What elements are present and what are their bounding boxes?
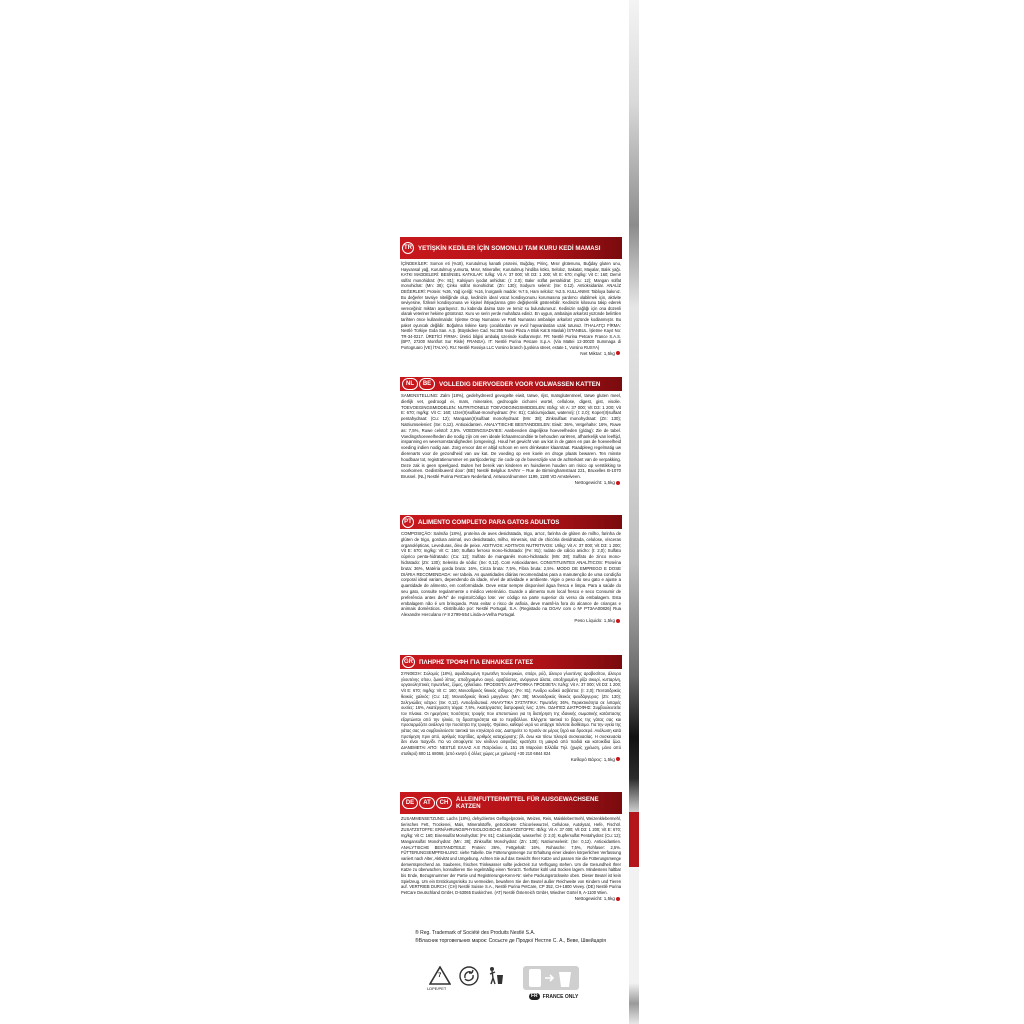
recycling-icons <box>425 966 625 1006</box>
section-title: ALLEINFUTTERMITTEL FÜR AUSGEWACHSENE KATZEN <box>456 796 599 810</box>
section-title: VOLLEDIG DIERVOEDER VOOR VOLWASSEN KATTEN <box>439 380 601 388</box>
country-badge-at: AT <box>419 797 435 809</box>
estimated-sign-icon <box>616 757 620 761</box>
section-body: ΣΥΝΘΕΣΗ: Σολομός (18%), αφυδατωμένη πρωτεΐνη πουλερικών, σιτάρι, ρύζι, άλευρο γλουτένης αραβοσίτου, άλευρο γλουτένης σίτου, ζωικό λίπος, αποξηραμένο αυγό, αραβόσιτος, ανόργανα άλατα, αποξηραμένη ρίζα σικορί, κυτταρίνη, οργανοληπτικές πρωτεΐνες, ζύμες, ιχθυέλαιο. ΠΡΟΣΘΕΤΑ: ΔΙΑΤΡΟΦΙΚΑ ΠΡΟΣΘΕΤΑ: IU/kg: Vit A: 37 000; Vit D3: 1 200; Vit E: 670; mg/kg: Vit C: 160; Μονοϋδρικός θειικός σίδηρος: (Fe: 81); Άνυδρο ιωδικό ασβέστιο: (I: 2,0); Πενταϋδρικός θειικός χαλκός: (Cu: 12); Μονοϋδρικός θειικό μαγγάνιο: (Mn: 38); Μονοϋδρικός θειικός ψευδάργυρος: (Zn: 130); Σεληνιώδες νάτριο: (Se: 0,12). Αντιοξειδωτικά. ΑΝΑΛΥΤΙΚΑ ΣΥΣΤΑΤΙΚΑ: Πρωτεΐνη: 36%, Περιεκτικότητα σε λιπαρές ουσίες: 16%, Ακατέργαστη τέφρα: 7,5%, Ακατέργαστες διατροφικές ίνες: 2,5%. ΟΔΗΓΙΕΣ ΔΙΑΤΡΟΦΗΣ: Συμβουλευτείτε τον πίνακα. Οι ημερήσιες ποσότητες τροφής που αποτυπώνει για τη διατήρηση της ιδανικής σωματικής κατάστασης εξαρτώνται από την ηλικία, τη δραστηριότητα και το περιβάλλον. Ελέγχετε τακτικά το βάρος της γάτας σας και προσαρμόζετε ανάλογα την ποσότητα της τροφής. Φρέσκο, καθαρό νερό να υπάρχει πάντοτε διαθέσιμο. Για την υγεία της γάτας σας να συμβουλεύεστε τακτικά τον κτηνίατρό σας. Διατηρείτε το προϊόν σε μέρος ξηρό και δροσερό. Ανάλωση κατά προτίμηση πριν από, αριθμός παρτίδας, αριθμός καταχώρισης: βλ. άνω και πίσω πλευρά συσκευασίας. Η συσκευασία δεν είναι παιχνίδι. Για να αποφύγετε τον κίνδυνο ασφυξίας κρατήστε τη μακριά από παιδιά και κατοικίδια ζώα. ΔΙΑΝΕΜΕΤΑΙ ΑΠΟ: NESTLÉ ΕΛΛΑΣ Α.Ε Πατρόκλου 4, 151 25 Μαρούσι Ελλάδα Τηλ. (χωρίς χρέωση, μόνο από σταθερό) 800 11 68068, (από κινητό ή άλλες χώρες με χρέωση) +30 210 6844 824 <box>401 671 621 756</box>
resin-code: 7 <box>438 973 442 979</box>
section-title: ΠΛΗΡΗΣ ΤΡΟΦΗ ΓΙΑ ΕΝΗΛΙΚΕΣ ΓΑΤΕΣ <box>419 658 534 666</box>
registered-mark-icon: ® <box>415 938 419 944</box>
section-header <box>400 377 622 391</box>
trademark-line-2: ®Власник торговельних марок: Сосьєте де Продюї Нестле С. А., Веве, Швейцарія <box>415 938 606 944</box>
package-side-red-block <box>629 812 639 867</box>
france-only-note <box>529 993 578 1000</box>
section-header <box>400 237 622 259</box>
section-tr <box>400 237 622 357</box>
section-header <box>400 792 622 814</box>
estimated-sign-icon <box>616 351 620 355</box>
section-nl-be <box>400 377 622 486</box>
section-title: ALIMENTO COMPLETO PARA GATOS ADULTOS <box>418 518 560 526</box>
estimated-sign-icon <box>616 619 620 623</box>
country-badge-ch: CH <box>436 797 452 809</box>
registered-mark-icon: ® <box>415 930 419 936</box>
section-body: COMPOSIÇÃO: Salmão (18%), proteína de aves desidratada, trigo, arroz, farinha de glúten de milho, farinha de glúten de trigo, gordura animal, ovo desidratado, milho, minerais, raiz de chicória desidratada, celulose, vísceras organolépticas, Leveduras, óleo de peixe. ADITIVOS: ADITIVOS NUTRITIVOS: UI/kg: Vit A: 37 000; Vit D3: 1 200; Vit E: 670; mg/kg: Vit C: 160; Sulfato ferroso mono-hidratado: (Fe: 81); Iodato de cálcio anidro: (I: 2,0); Sulfato cúprico penta-hidratado: (Cu: 12); Sulfato de manganês mono-hidratado: (Mn: 38); Sulfato de zinco mono-hidratado: (Zn: 130); Selenito de sódio: (Se: 0,12). Com Antioxidantes. CONSTITUINTES ANALÍTICOS: Proteína bruta: 36%, Matéria gorda bruta: 16%, Cinza bruta: 7,5%, Fibra bruta: 2,5%. MODO DE EMPREGO E DOSE DIÁRIA RECOMENDADA: ver tabela. As quantidades diárias recomendadas para a manutenção de uma condição corporal ideal variam, dependendo da idade, nível de atividade e ambiente. Vigie o peso do seu gato e ajuste a quantidade de alimento, em conformidade. Deve estar sempre disponível água fresca e limpa. Para a saúde do seu gato, consulte regularmente o médico veterinário. Guarde o alimento num local fresco e seco Consumir de preferência antes de/N° de registo/Código lote: ver código na parte superior do verso da embalagem. Esta embalagem não é um brinquedo. Para evitar o risco de asfixia, deve mantê-la fora do alcance de crianças e animais domésticos. -Distribuído por: Nestlé Portugal, S.A. (Registado na DGAV com o Nº PT3AA00826) Rua Alexandre Herculano nº 8 2799-554 Linda-a-Velha Portugal. <box>401 531 621 618</box>
section-title: YETİŞKİN KEDİLER İÇİN SOMONLU TAM KURU KEDİ MAMASI <box>418 244 601 252</box>
section-pt <box>400 515 622 624</box>
section-body: ZUSAMMENSETZUNG: Lachs (18%), dehydriertes Geflügelprotein, Weizen, Reis, Maiskleberrmehl, Weizenklebermehl, tierisches Fett, Trockenei, Mais, Mineralstoffe, getrocknete Chicoréewurzel, Cellulose, Autolysat, Hefe, Fischöl. ZUSATZSTOFFE: ERNÄHRUNGSPHYSIOLOGISCHE ZUSATZSTOFFE: IE/kg: Vit A: 37 000; Vit D3: 1 200; Vit E: 670; mg/kg: Vit C: 160; Eisensulfat Monohydrat: (Fe: 81); Calciumjodat, wasserfrei: (I: 2,0); Kupfersulfat Pentahydrat: (Cu: 12); Mangansulfat Monohydrat: (Mn: 38); Zinksulfat Monohydrat: (Zn: 130); Natriumselenit: (Se: 0,12). Antioxidantien. ANALYTISCHE BESTANDTEILE: Protein: 36%, Fettgehalt: 16%, Rohasche: 7,5%, Rohfaser: 2,5%. FÜTTERUNGSEMPFEHLUNG: siehe Tabelle. Die Fütterungsmenge zur Erhaltung einer idealen körperlichen Verfassung variiert nach Alter, Aktivität und Umgebung. Achten Sie auf das Gewicht Ihrer Katze und passen Sie die Fütterungsmenge dementsprechend an. Sauberes, frisches Trinkwasser sollte jederzeit zur Verfügung stehen. Um die Gesundheit Ihrer Katze zu überwachen, konsultieren Sie regelmäßig einen Tierarzt. Tierfutter kühl und trocken lagern. Mindestens haltbar bis Ende, Bezugsnummer der Partie und Registrierungs-Kenn-Nr: siehe Packungsrückseite oben. Dieser Beutel ist kein Spielzeug. Um ein Erstickungsrisiko zu vermeiden, bewahren Sie den Beutel außer Reichweite von Kindern und Tieren auf. VERTRIEB DURCH: (CH) Nestlé Suisse S.A., Nestlé Purina PetCare, CP 352, CH-1800 Vevey. (DE) Nestlé Purina PetCare Deutschland GmbH, D-53065 Euskirchen. (AT) Nestlé Österreich GmbH, Wiedner Gürtel 9, A-1100 Wien. <box>401 816 621 896</box>
estimated-sign-icon <box>616 481 620 485</box>
region-badge: FR <box>531 993 538 999</box>
section-header <box>400 515 622 529</box>
section-de-at-ch <box>400 792 622 902</box>
tidyman-icon <box>487 966 505 986</box>
country-badge-pt: PT <box>402 516 414 528</box>
net-weight: Net Miktar: 1,5kg <box>400 351 622 357</box>
country-badge-tr: TR <box>402 242 414 254</box>
trademark-line-1: ® Reg. Trademark of Société des Produits Nestlé S.A. <box>415 930 536 936</box>
net-weight: Καθαρό Βάρος: 1,5kg <box>400 757 622 763</box>
net-weight: Nettogewicht: 1,5kg <box>400 480 622 486</box>
region-label: FRANCE ONLY <box>542 993 579 1000</box>
estimated-sign-icon <box>616 897 620 901</box>
section-gr <box>400 655 622 763</box>
triman-icon <box>523 966 579 990</box>
country-badge-be: BE <box>419 378 435 390</box>
country-badge-nl: NL <box>402 378 418 390</box>
section-body: İÇİNDEKİLER: Somon eti (%18), Kurutulmuş kanatlı proteini, Buğday, Pirinç, Mısır glütenunu, Buğday gluten unu, Hayvansal yağ, Kurutulmuş yumurta, Mısır, Mineraller, Kurutulmuş hindiba kökü, Selüloz, Sakatat, Mayalar, Balık yağı. KATKI MADDELERİ: BESİNSEL KATKILAR: IU/kg: Vit A: 37 000; Vit D3: 1 200; Vit E: 670; mg/kg: Vit C: 160; Demir sülfat monohidrat: (Fe: 81); Kalsiyum iyodat anhidrat: (I: 2.0); Bakır sülfat pentahidrat: (Cu: 12); Mangan sülfat monohidrat: (Mn: 38); Çinko sülfat monohidrat: (Zn: 130); Sodyum selenit: (Se: 0.12). Antioksidanlar. ANALİZ DEĞERLERİ: Protein: %36, Yağ içeriği: %16, İnorganik madde: %7.5, Ham selüloz: %2.5. KULLANIMI: Tabloya bakınız. Bu değerler tavsiye niteliğinde olup, kedinizin ideal vücut kondisyonunu korumasına yardımcı olabilmek için, aktivite seviyesine, fiziksel kondisyonuna ve kişisel ihtiyaçlarına göre değişkenlik gösterebilir. Kedinizin kilosunu takip ederek vereceğiniz miktarı ayarlayınız. Su kabında daima taze ve temiz su bulundurunuz. Kedinizin sağlığı için ona düzenli olarak veteriner hekime götürünüz. Kuru ve serin yerde muhafaza ediniz. En uygun, ambalajın arka/üst yüzünde belirtilen tarihten önce kullanılmalıdır. İşletme Onay Numarası ve Parti Numarası ambalajın arka/üst yüzünde kodlanmıştır. Bu paket oyuncak değildir. Boğulma riskine karşı çocuklardan ve evcil hayvanlardan uzak tutunuz. İTHALATÇI FİRMA: Nestlé Türkiye Gıda San. A.Ş. (Büyükdere Cad. No:255 Nurol Plaza A Blok Kat:6 Maslak) İSTANBUL. İşletme Kayıt No: TR-34-0217. ÜRETİCİ FİRMA: Üretici bilgisi ambalaj üzerinde kodlanmıştır. FR: Nestlé Purina Petcare France S.A.S. (BP7, 27200 Montfort Sur Risle) FRANSA). IT: Nestlé Purina Petcare S.p.A. (Via Mattei 12-30020 Summaga di Portogruaro (VE) İTALYA). RU: Nestlé Rossiya LLC Vorsino branch (Lyskina street, estate 1, Vorsino RUSYA) <box>401 261 621 350</box>
resin-label: LDPE/PET <box>427 986 447 991</box>
package-side-strip <box>629 0 639 1024</box>
recycle-arrows-icon <box>459 966 479 986</box>
section-body: SAMENSTELLING: Zalm (18%), gedehydreerd gevogelte eiwit, tarwe, rijst, maïsglutenmeel, tarwe gluten meel, dierlijk vet, gedroogd ei, maïs, mineralen, gedroogde cichorei wortel, cellulose, digest, gist, visolie. TOEVOEGINGSMIDDELEN: NUTRITIONELE TOEVOEGINGSMIDDELEN: IE/kg: Vit A: 37 000; Vit D3: 1 200; Vit E: 670; mg/kg: Vit C: 160; IJzer(II)sulfaat-monohydraat: (Fe: 81); Calciumjodaat, watervrij: (I: 2,0); Koper(II)sulfaat pentahydraat: (Cu: 12); Mangaan(II)sulfaat monohydraat: (Mn: 38); Zinksulfaat monohydraat: (Zn: 130); Natriumseleniet: (Se: 0,12). Antioxidanten. ANALYTISCHE BESTANDDELEN: Eiwit: 36%, Vetgehalte: 16%, Ruwe as: 7,5%, Ruwe celstof: 2,5%. VOEDINGSADVIES: Aanbevolen dagelijkse hoeveelheden (g/dag): Zie de tabel. Voedingshoeveelheden die nodig zijn om een ideale lichaamsconditie te behouden variëren, afhankelijk van leeftijd, inspanning en weersomstandigheden (omgeving). Houd het gewicht van uw kat in de gaten en pas de hoeveelheid voeding indien nodig aan. Zorg ervoor dat er altijd schoon en vers drinkwater klaarstaat. Raadpleeg regelmatig uw dierenarts voor de gezondheid van uw kat. De voeding op een koele en droge plaats bewaren. Ten minste houdbaar tot, registratienummer en partijcodering: zie code op de bovenzijde van de achterkant van de verpakking. Deze zak is geen speelgoed. Buiten het bereik van kinderen en huisdieren houden om risico op verstikking te voorkomen. Gedistribueerd door: (BE) Nestlé Belgilux SA/NV – Rue de Birminghamstraat 221, Bruxelles B-1070 Brussel. (NL) Nestlé Purina PetCare Nederland, Antwoordnummer 1199, 1180 VD Amstelveen. <box>401 393 621 480</box>
country-badge-de: DE <box>402 797 418 809</box>
section-header <box>400 655 622 669</box>
net-weight: Peso Líquido: 1,5kg <box>400 618 622 624</box>
net-weight: Nettogewicht: 1,5kg <box>400 896 622 902</box>
country-badge-gr: GR <box>402 656 415 668</box>
